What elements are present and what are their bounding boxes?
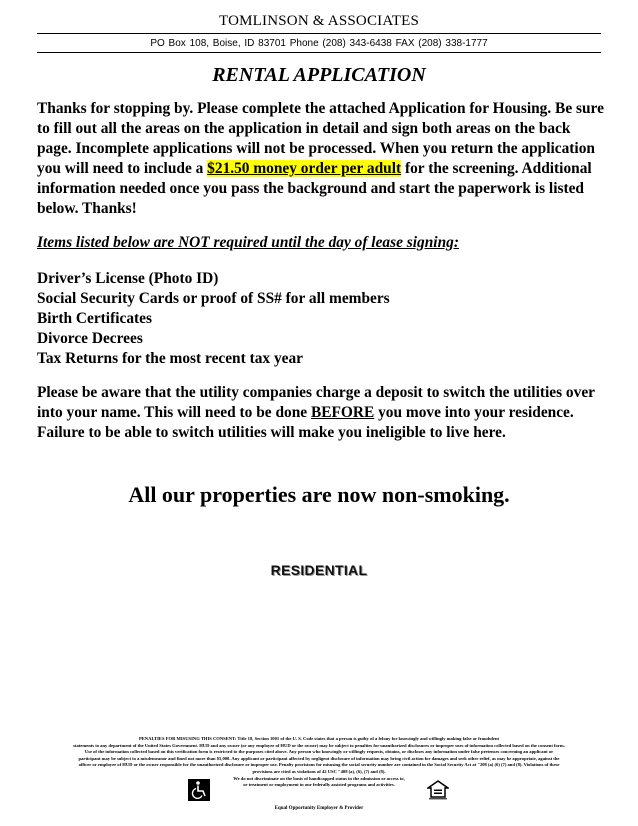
intro-text-start: Thanks for stopping by. Please complete the attached Application for Housing. Be sure to fill out all the areas on the application in detail and sign both areas on the back page. Incomplete applications will not be processed. When you return the application you will need to include a	[37, 100, 604, 177]
items-heading: Items listed below are NOT required until the day of lease signing:	[37, 234, 459, 251]
residential-label: RESIDENTIAL	[270, 562, 368, 578]
list-item: Birth Certificates	[37, 310, 152, 327]
fine-print-line: officer or employee of HUD or the owner responsible for the unauthorized disclosure or improper use. Penalty provisions for misusing the social security number are contained in the Social Security Act at "208 (a) (6) (7) and (8). Violations of these	[78, 762, 560, 768]
header-divider-bottom	[37, 52, 601, 53]
list-item: Social Security Cards or proof of SS# for all members	[37, 290, 390, 307]
fine-print-line: We do not discriminate on the basis of handicapped status in the admission or access to,	[233, 775, 405, 781]
screening-fee-highlight: $21.50 money order per adult	[207, 160, 402, 177]
fine-print-line: PENALTIES FOR MISUSING THIS CONSENT: Title 18, Section 1001 of the U. S. Code states that a person is guilty of a felony for knowingly and willingly making false or fraudulent	[138, 736, 500, 741]
non-smoking-notice: All our properties are now non-smoking.	[128, 482, 510, 507]
intro-text-end: for the screening. Additional information needed once you pass the background and start the paperwork is listed below. Thanks!	[37, 160, 592, 217]
list-item: Driver’s License (Photo ID)	[37, 270, 219, 287]
list-item: Tax Returns for the most recent tax year	[37, 350, 304, 367]
fine-print-line: statements to any department of the United States Government. HUD and any owner (or any employee of HUD or the owner) may be subject to penalties for unauthorized disclosures or improper uses of information collected based on the consent form.	[73, 742, 565, 748]
before-emphasis: BEFORE	[310, 404, 375, 421]
header-divider-top	[37, 33, 601, 34]
utility-text-end: you move into your residence. Failure to be able to switch utilities will make you ineligible to live here.	[37, 404, 574, 441]
page-title: RENTAL APPLICATION	[212, 64, 426, 86]
equal-housing-opportunity-icon	[427, 780, 449, 800]
intro-paragraph	[37, 99, 607, 219]
company-name: TOMLINSON & ASSOCIATES	[219, 13, 419, 29]
fine-print-line: Use of the information collected based on this verification form is restricted to the purposes cited above. Any person who knowingly or willingly requests, obtains, or discloses any information under false pretenses concerning an applicant or	[84, 749, 554, 755]
utility-text-start: Please be aware that the utility companies charge a deposit to switch the utilities over into your name. This will need to be done	[37, 384, 595, 421]
utility-notice-paragraph	[37, 383, 607, 443]
company-address: PO Box 108, Boise, ID 83701 Phone (208) 343-6438 FAX (208) 338-1777	[150, 38, 488, 49]
fine-print-line: or treatment or employment in our federally assisted programs and activities.	[243, 782, 395, 788]
fine-print-line: provisions are cited as violations of 42 USC "408 (a), (6), (7) and (8).	[252, 768, 386, 774]
required-items-list	[37, 269, 390, 369]
fine-print-line: participant may be subject to a misdemeanor and fined not more than $5,000. Any applicant or participant affected by negligent disclosure of information may bring civil action for damages and seek other relief, as may be appropriate, against the	[78, 755, 560, 761]
penalties-fine-print	[18, 736, 620, 789]
handicap-accessible-icon	[188, 779, 210, 801]
equal-opportunity-footer: Equal Opportunity Employer & Provider	[274, 806, 364, 811]
list-item: Divorce Decrees	[37, 330, 143, 347]
